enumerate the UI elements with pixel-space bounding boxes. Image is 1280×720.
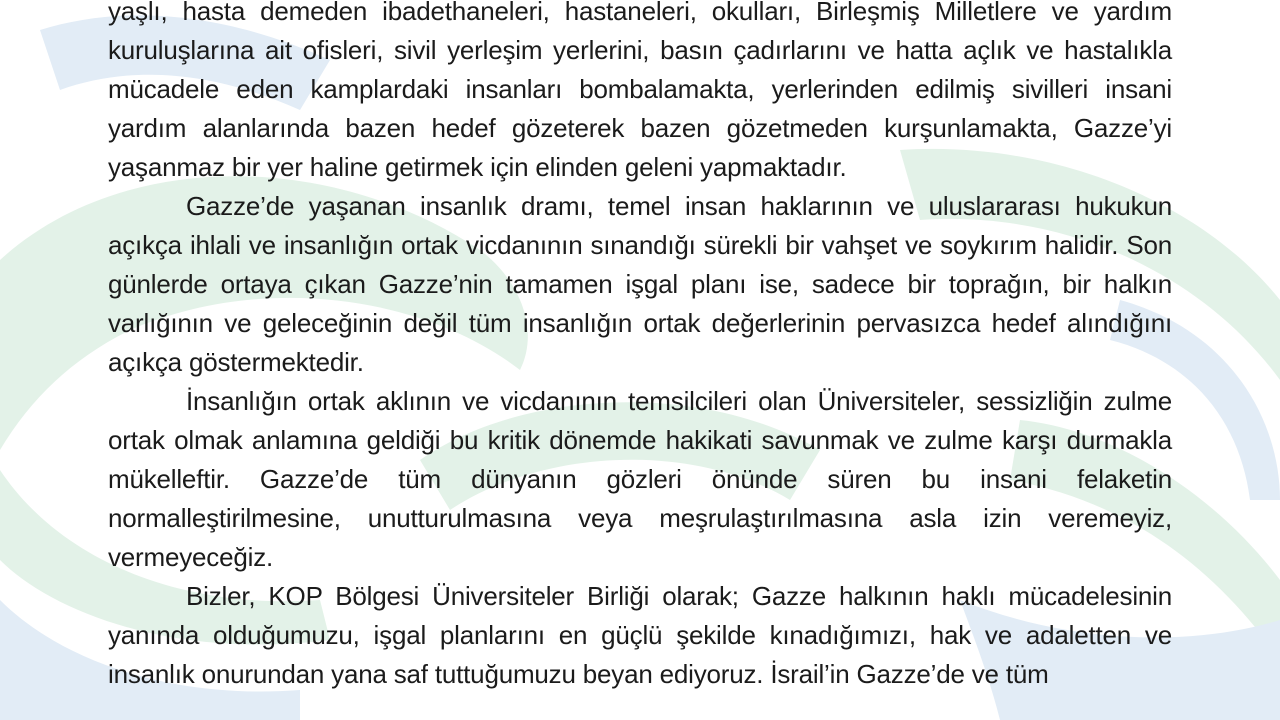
paragraph: Bizler, KOP Bölgesi Üniversiteler Birliği olarak; Gazze halkının haklı mücadelesinin yanında olduğumuzu, işgal planlarını en güçlü şekilde kınadığımızı, hak ve adaletten ve insanlık onurundan yana saf tuttuğumuzu beyan ediyoruz. İsrail’in Gazze’de ve tüm	[108, 581, 1172, 689]
document-body	[108, 0, 1172, 694]
paragraph: Gazze’de yaşanan insanlık dramı, temel insan haklarının ve uluslararası hukukun açıkça ihlali ve insanlığın ortak vicdanının sınandığı sürekli bir vahşet ve soykırım halidir. Son günlerde ortaya çıkan Gazze’nin tamamen işgal planı ise, sadece bir toprağın, bir halkın varlığının ve geleceğinin değil tüm insanlığın ortak değerlerinin pervasızca hedef alındığını açıkça göstermektedir.	[108, 191, 1172, 377]
paragraph: İnsanlığın ortak aklının ve vicdanının temsilcileri olan Üniversiteler, sessizliğin zulme ortak olmak anlamına geldiği bu kritik dönemde hakikati savunmak ve zulme karşı durmakla mükelleftir. Gazze’de tüm dünyanın gözleri önünde süren bu insani felaketin normalleştirilmesine, unutturulmasına veya meşrulaştırılmasına asla izin veremeyiz, vermeyeceğiz.	[108, 386, 1172, 572]
paragraph: yaşlı, hasta demeden ibadethaneleri, hastaneleri, okulları, Birleşmiş Milletlere ve yardım kuruluşlarına ait ofisleri, sivil yerleşim yerlerini, basın çadırlarını ve hatta açlık ve hastalıkla mücadele eden kamplardaki insanları bombalamakta, yerlerinden edilmiş sivilleri insani yardım alanlarında bazen hedef gözeterek bazen gözetmeden kurşunlamakta, Gazze’yi yaşanmaz bir yer haline getirmek için elinden geleni yapmaktadır.	[108, 0, 1172, 182]
